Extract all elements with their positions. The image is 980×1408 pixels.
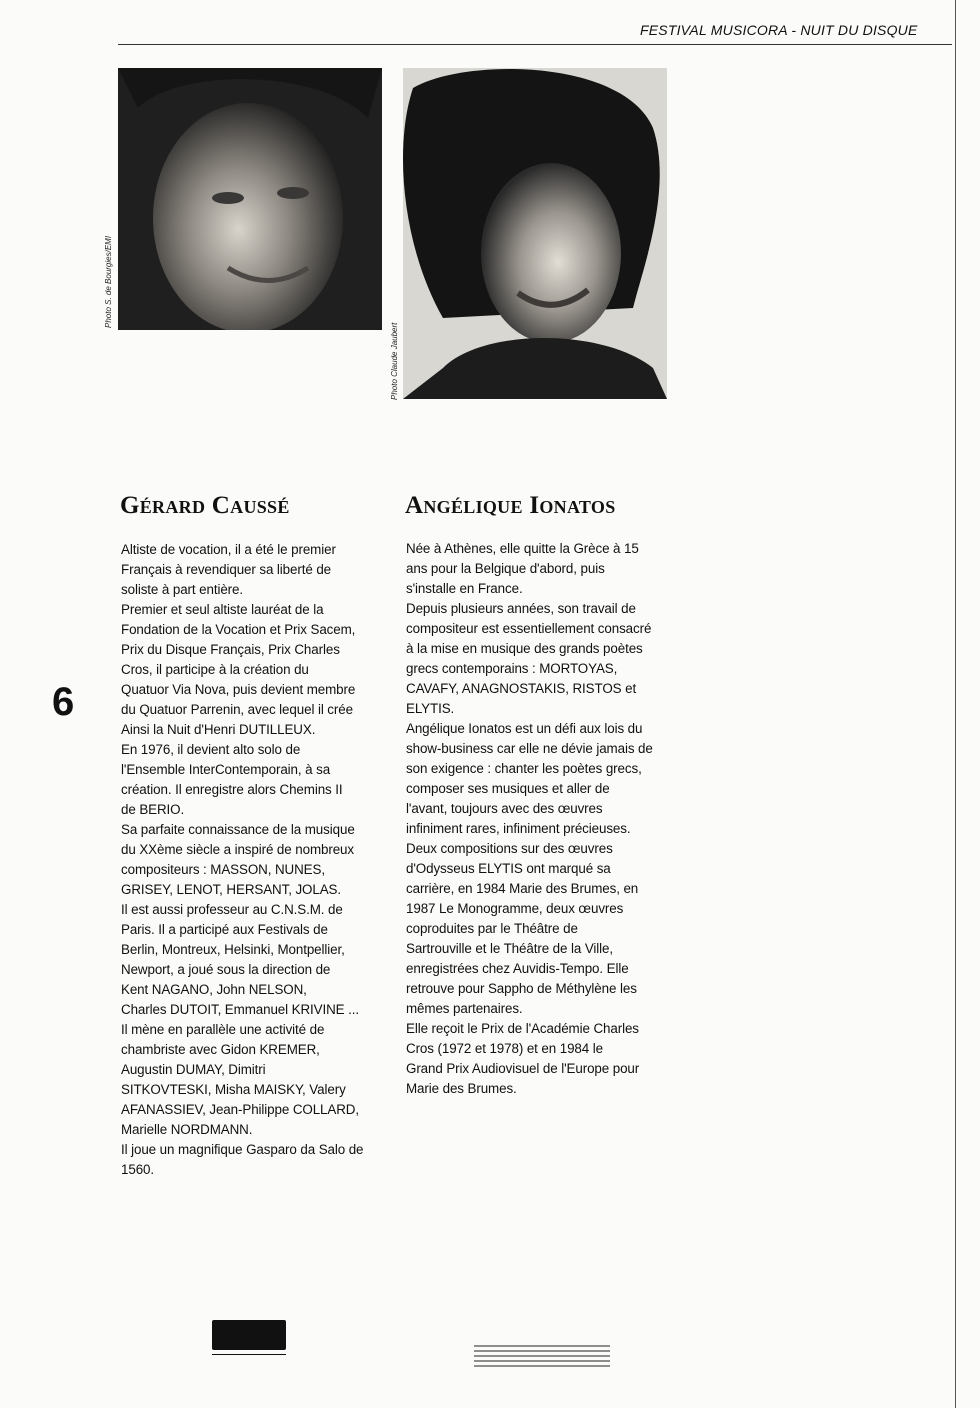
page-edge bbox=[955, 0, 962, 1408]
page-number: 6 bbox=[52, 680, 75, 724]
photo-credit-left: Photo S. de Bourgies/EMI bbox=[104, 235, 113, 328]
biography-right: Née à Athènes, elle quitte la Grèce à 15 ans pour la Belgique d'abord, puis s'installe en France. Depuis plusieurs années, son travail de compositeur est essentiellement consacré à la mise en musique des grands poètes grecs contemporains : MORTOYAS, CAVAFY, ANAGNOSTAKIS, RISTOS et ELYTIS. Angélique Ionatos est un défi aux lois du show-business car elle ne dévie jamais de son exigence : chanter les poètes grecs, composer ses musiques et aller de l'avant, toujours avec des œuvres infiniment rares, infiniment précieuses. Deux compositions sur des œuvres d'Odysseus ELYTIS ont marqué sa carrière, en 1984 Marie des Brumes, en 1987 Le Monogramme, deux œuvres coproduites par le Théâtre de Sartrouville et le Théâtre de la Ville, enregistrées chez Auvidis-Tempo. Elle retrouve pour Sappho de Méthylène les mêmes partenaires. Elle reçoit le Prix de l'Académie Charles Cros (1972 et 1978) et en 1984 le Grand Prix Audiovisuel de l'Europe pour Marie des Brumes. bbox=[406, 541, 653, 1096]
artist-name-right: Angélique Ionatos bbox=[405, 492, 616, 519]
header-rule bbox=[118, 44, 952, 45]
artist-name-left: Gérard Caussé bbox=[120, 492, 290, 519]
emi-france-logo bbox=[212, 1320, 286, 1357]
running-header: FESTIVAL MUSICORA - NUIT DU DISQUE bbox=[640, 22, 918, 38]
auvidis-tempo-logo bbox=[460, 1334, 610, 1374]
biography-left: Altiste de vocation, il a été le premier Français à revendiquer sa liberté de soliste à part entière. Premier et seul altiste lauréat de la Fondation de la Vocation et Prix Sacem, Prix du Disque Français, Prix Charles Cros, il participe à la création du Quatuor Via Nova, puis devient membre du Quatuor Parrenin, avec lequel il crée Ainsi la Nuit d'Henri DUTILLEUX. En 1976, il devient alto solo de l'Ensemble InterContemporain, à sa création. Il enregistre alors Chemins II de BERIO. Sa parfaite connaissance de la musique du XXème siècle a inspiré de nombreux compositeurs : MASSON, NUNES, GRISEY, LENOT, HERSANT, JOLAS. Il est aussi professeur au C.N.S.M. de Paris. Il a participé aux Festivals de Berlin, Montreux, Helsinki, Montpellier, Newport, a joué sous la direction de Kent NAGANO, John NELSON, Charles DUTOIT, Emmanuel KRIVINE ... Il mène en parallèle une activité de chambriste avec Gidon KREMER, Augustin DUMAY, Dimitri SITKOVTESKI, Misha MAISKY, Valery AFANASSIEV, Jean-Philippe COLLARD, Marielle NORDMANN. Il joue un magnifique Gasparo da Salo de 1560. bbox=[121, 542, 364, 1177]
portrait-photo-gerard-causse bbox=[118, 68, 382, 330]
portrait-photo-angelique-ionatos bbox=[403, 68, 667, 399]
photo-credit-right: Photo Claude Jaubert bbox=[390, 322, 399, 400]
